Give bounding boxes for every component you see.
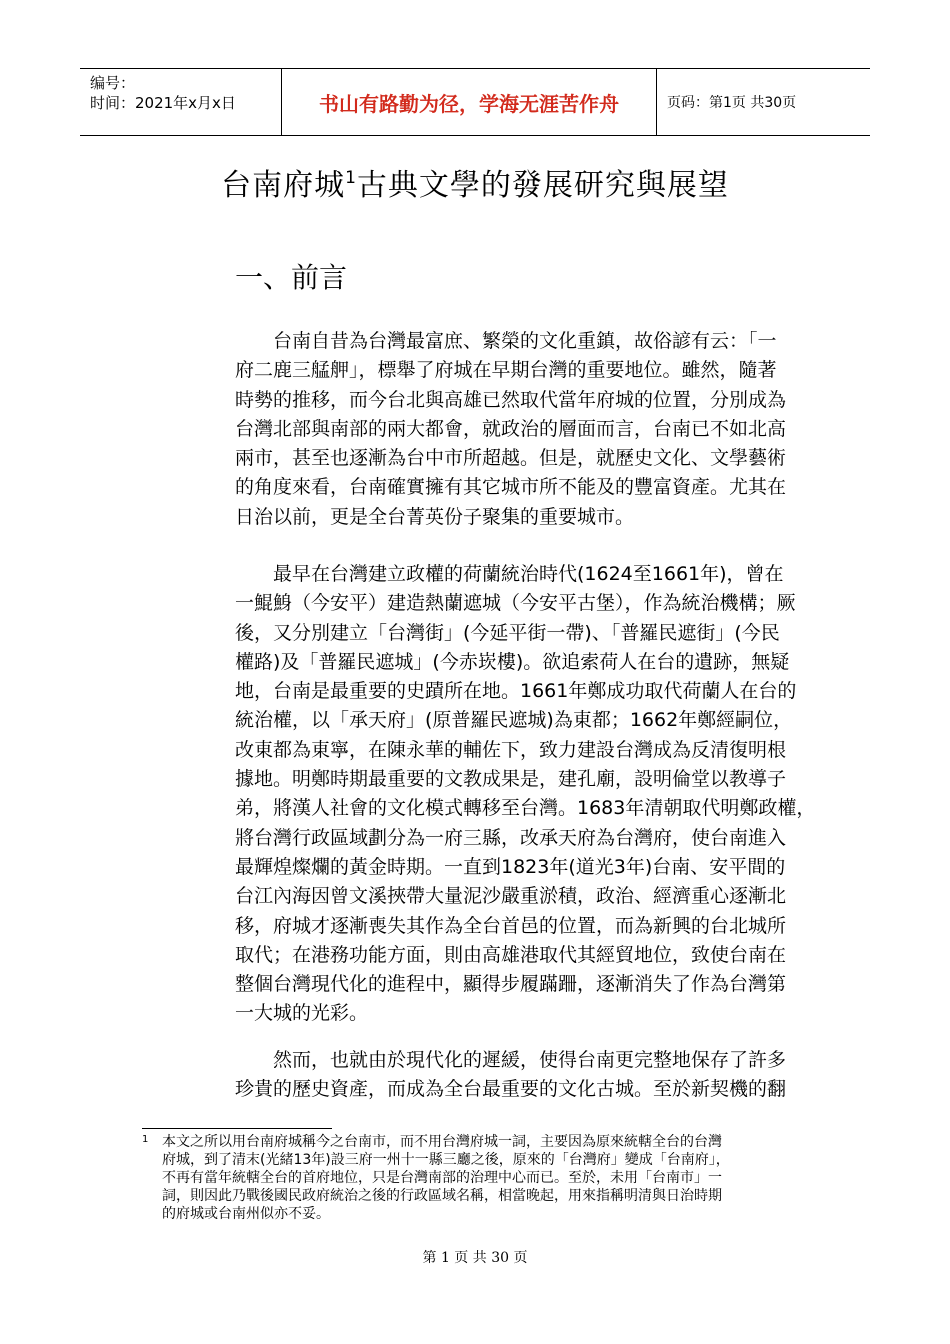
title-rest: 古典文學的發展研究與展望 [356,168,729,203]
text-line: 統治權，以「承天府」(原普羅民遮城)為東都；1662年鄭經嗣位， [235,709,793,732]
text-line: 將台灣行政區域劃分為一府三縣，改承天府為台灣府，使台南進入 [235,826,787,849]
footnote-line: 詞，則因此乃戰後國民政府統治之後的行政區域名稱，相當晚起，用來指稱明清與日治時期 [162,1188,722,1204]
text-line: 府二鹿三艋舺」，標舉了府城在早期台灣的重要地位。雖然，隨著 [235,359,777,382]
text-line: 時勢的推移，而今台北與高雄已然取代當年府城的位置，分別成為 [235,388,787,411]
text-line: 改東都為東寧，在陳永華的輔佐下，致力建設台灣成為反清復明根 [235,738,787,761]
text-line: 最輝煌燦爛的黃金時期。一直到1823年(道光3年)台南、安平間的 [235,855,786,878]
section-heading: 一、前言 [235,261,348,294]
text-line: 一大城的光彩。 [235,1002,369,1025]
footnote-divider [142,1128,332,1129]
text-line: 兩市，甚至也逐漸為台中市所超越。但是，就歷史文化、文學藝術 [235,447,787,470]
paragraph-2 [235,560,825,1029]
text-line: 台南自昔為台灣最富庶、繁榮的文化重鎮，故俗諺有云：「一 [235,330,777,352]
text-line: 地，台南是最重要的史蹟所在地。1661年鄭成功取代荷蘭人在台的 [235,680,797,703]
footnote-line: 本文之所以用台南府城稱今之台南市，而不用台灣府城一詞，主要因為原來統轄全台的台灣 [162,1134,722,1150]
document-title [0,160,950,204]
page-header [80,68,870,136]
text-line: 台灣北部與南部的兩大都會，就政治的層面而言，台南已不如北高 [235,417,787,440]
text-line: 一鯤鯓（今安平）建造熱蘭遮城（今安平古堡），作為統治機構；厥 [235,592,796,615]
text-line: 然而，也就由於現代化的遲緩，使得台南更完整地保存了許多 [235,1049,787,1071]
header-motto: 书山有路勤为径，学海无涯苦作舟 [282,69,657,135]
header-meta [80,69,282,135]
paragraph-3 [235,1046,825,1105]
number-label: 编号： [90,74,136,92]
text-line: 整個台灣現代化的進程中，顯得步履蹣跚，逐漸消失了作為台灣第 [235,973,787,996]
date-label: 时间：2021年x月x日 [90,94,236,112]
text-line: 的角度來看，台南確實擁有其它城市所不能及的豐富資產。尤其在 [235,476,787,499]
text-line: 弟，將漢人社會的文化模式轉移至台灣。1683年清朝取代明鄭政權， [235,797,816,820]
page-footer: 第 1 页 共 30 页 [422,1250,528,1266]
header-page-info: 页码：第1页 共30页 [667,95,797,111]
footnote-line: 府城，到了清末(光緒13年)設三府一州十一縣三廳之後，原來的「台灣府」變成「台南府」， [162,1152,730,1168]
text-line: 日治以前，更是全台菁英份子聚集的重要城市。 [235,505,635,528]
text-line: 移，府城才逐漸喪失其作為全台首邑的位置，而為新興的台北城所 [235,914,787,937]
text-line: 取代；在港務功能方面，則由高雄港取代其經貿地位，致使台南在 [235,943,787,966]
paragraph-1 [235,327,825,532]
title-footnote-ref[interactable]: 1 [345,168,357,188]
text-line: 珍貴的歷史資產，而成為全台最重要的文化古城。至於新契機的翻 [235,1078,787,1101]
text-line: 據地。明鄭時期最重要的文教成果是，建孔廟，設明倫堂以教導子 [235,768,787,791]
text-line: 台江內海因曾文溪挾帶大量泥沙嚴重淤積，政治、經濟重心逐漸北 [235,885,787,908]
footnote-line: 不再有當年統轄全台的首府地位，只是台灣南部的治理中心而已。至於，未用「台南市」一 [162,1170,722,1186]
text-line: 後，又分別建立「台灣街」(今延平街一帶)、「普羅民遮街」(今民 [235,621,780,644]
title-main: 台南府城 [221,168,346,203]
text-line: 權路)及「普羅民遮城」(今赤崁樓)。欲追索荷人在台的遺跡，無疑 [235,650,790,673]
footnote [142,1133,822,1223]
footnote-line: 的府城或台南州似亦不妥。 [162,1206,330,1222]
text-line: 最早在台灣建立政權的荷蘭統治時代(1624至1661年)，曾在 [235,563,784,585]
footnote-mark: 1 [142,1134,149,1145]
